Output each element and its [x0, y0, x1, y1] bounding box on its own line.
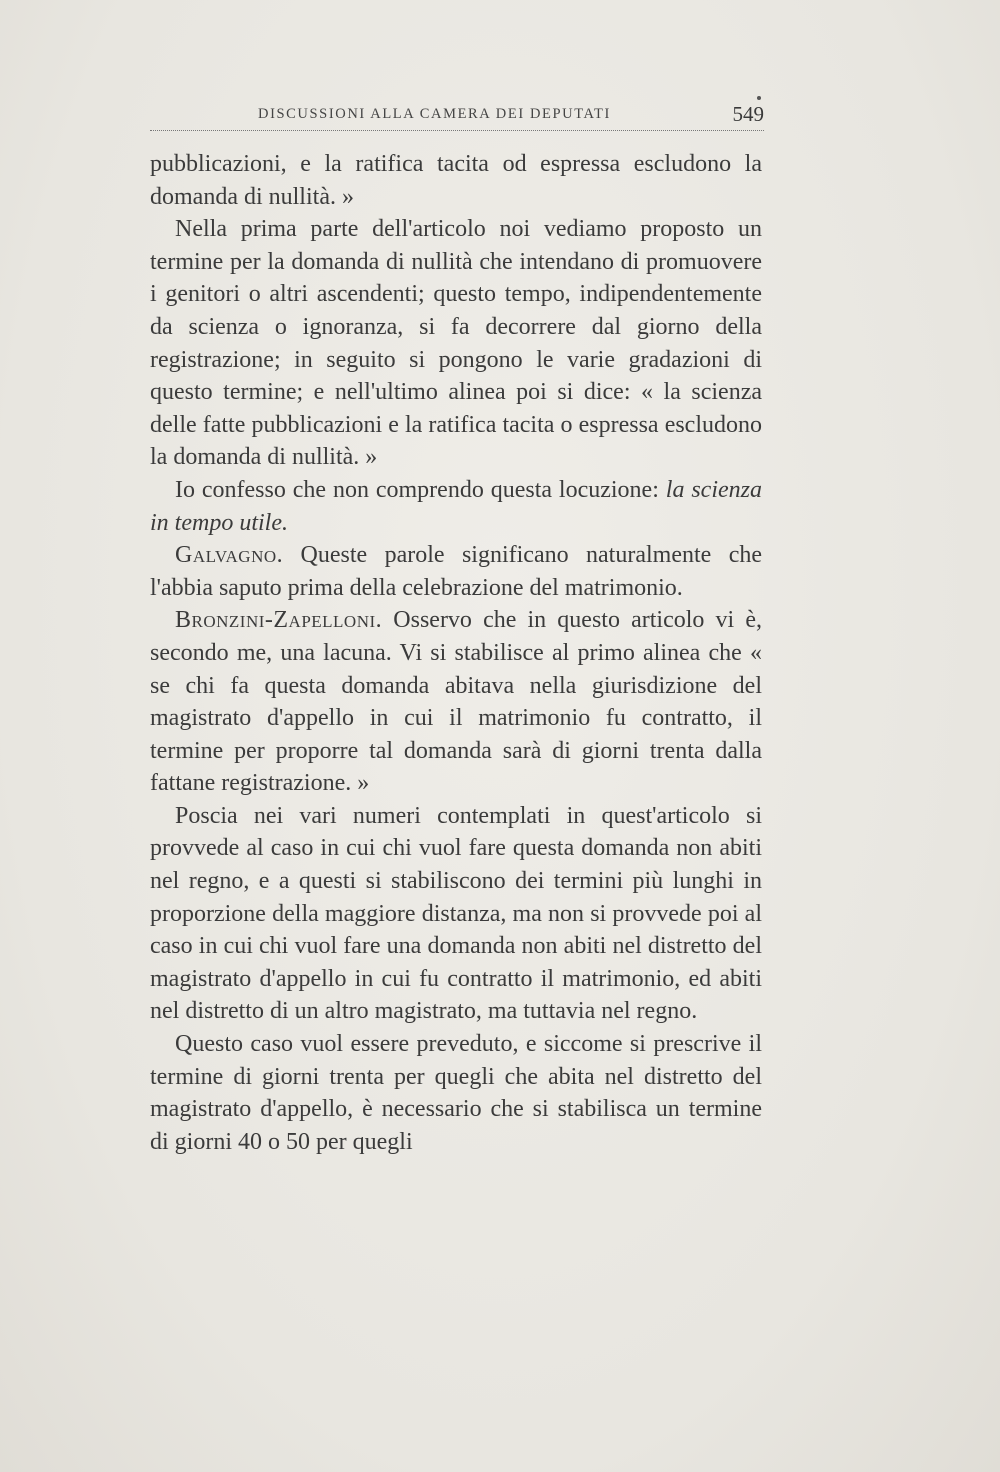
paragraph: Nella prima parte dell'articolo noi vediamo proposto un termine per la domanda di nullità che intendano di promuovere i genitori o altri ascendenti; questo tempo, indipendentemente da scienza o ignoranza, si fa decorrere dal giorno della registrazione; in seguito si pongono le varie gradazioni di questo termine; e nell'ultimo alinea poi si dice: « la scienza delle fatte pubblicazioni e la ratifica tacita o espressa escludono la domanda di nullità. »: [150, 216, 762, 471]
page-number: 549: [732, 102, 764, 126]
paragraph: Poscia nei vari numeri contemplati in quest'articolo si provvede al caso in cui chi vuol fare questa domanda non abiti nel regno, e a questi si stabiliscono dei termini più lunghi in proporzione della maggiore distanza, ma non si provvede poi al caso in cui chi vuol fare una domanda non abiti nel distretto del magistrato d'appello in cui fu contratto il matrimonio, ed abiti nel distretto di un altro magistrato, ma tuttavia nel regno.: [150, 802, 762, 1025]
running-head-title: DISCUSSIONI ALLA CAMERA DEI DEPUTATI: [258, 106, 611, 122]
speaker-name: Galvagno.: [175, 542, 284, 569]
paragraph-text: Io confesso che non comprendo questa locuzione:: [175, 476, 666, 503]
italic-quote: la scienza in tempo utile.: [150, 476, 762, 536]
body-text: [150, 148, 762, 1158]
speaker-name: Bronzini-Zapelloni.: [175, 607, 383, 634]
paragraph: [150, 604, 762, 800]
paragraph-continuation: pubblicazioni, e la ratifica tacita od espressa escludono la domanda di nullità. »: [150, 151, 762, 210]
print-speck: [757, 96, 761, 100]
paragraph-text: Queste parole significano naturalmente che l'abbia saputo prima della celebrazione del matrimonio.: [150, 542, 762, 601]
running-head: [150, 102, 764, 132]
paragraph: [150, 539, 762, 604]
paragraph: Questo caso vuol essere preveduto, e siccome si prescrive il termine di giorni trenta per quegli che abita nel distretto del magistrato d'appello, è necessario che si stabilisca un termine di giorni 40 o 50 per quegli: [150, 1031, 762, 1155]
header-rule: [150, 130, 764, 131]
paragraph-text: Osservo che in questo articolo vi è, secondo me, una lacuna. Vi si stabilisce al primo alinea che « se chi fa questa domanda abitava nella giurisdizione del magistrato d'appello in cui il matrimonio fu contratto, il termine per proporre tal domanda sarà di giorni trenta dalla fattane registrazione. »: [150, 607, 762, 797]
paragraph: [150, 474, 762, 539]
